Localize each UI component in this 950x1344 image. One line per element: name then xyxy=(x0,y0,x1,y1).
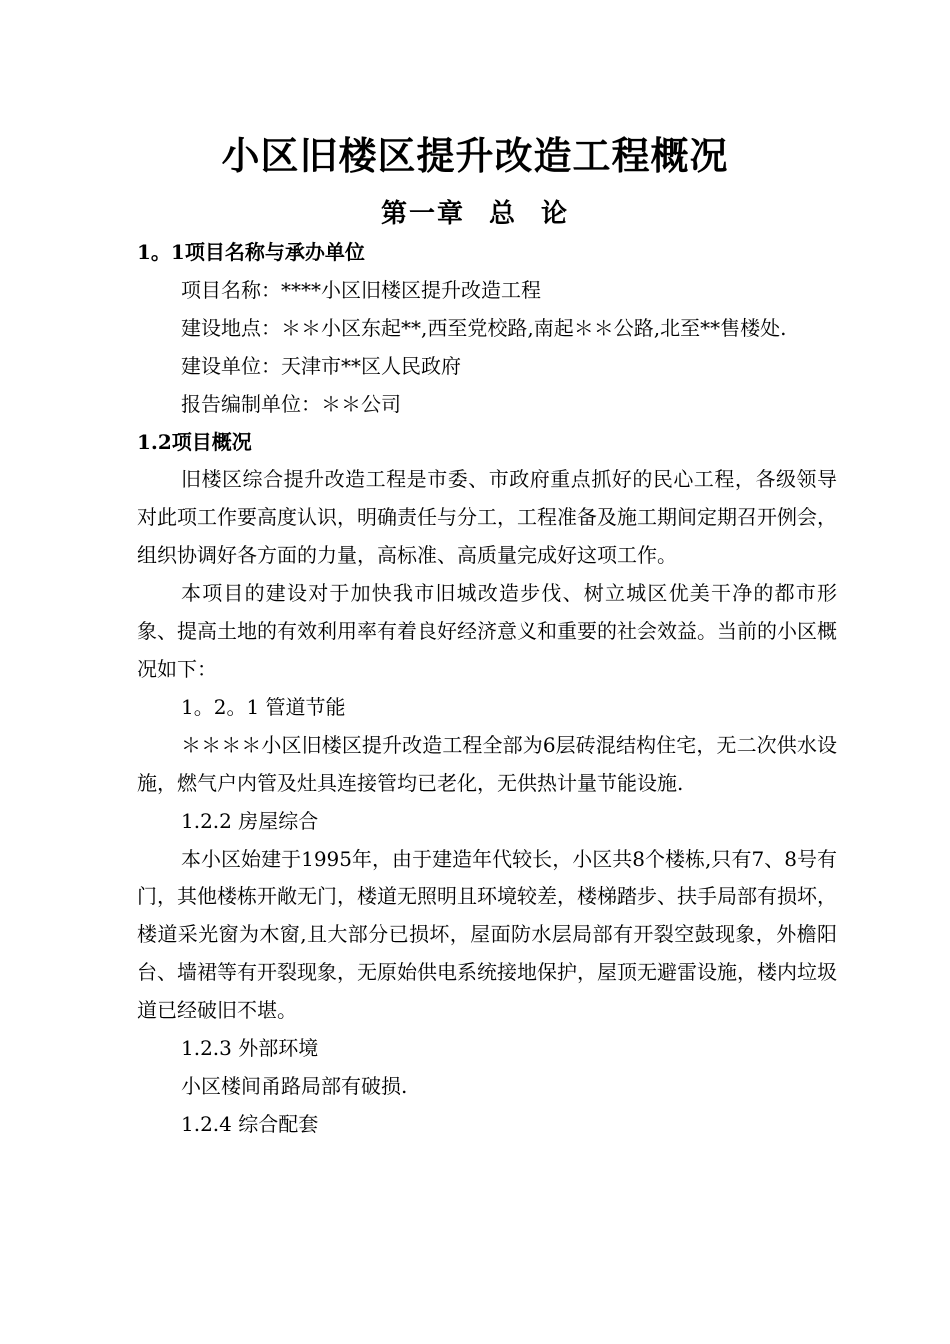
report-unit: 报告编制单位：＊＊公司 xyxy=(181,391,401,416)
overview-paragraph-1: 旧楼区综合提升改造工程是市委、市政府重点抓好的民心工程，各级领导对此项工作要高度认识，明确责任与分工，工程准备及施工期间定期召开例会，组织协调好各方面的力量，高标准、高质量完成好这项工作。 xyxy=(137,467,837,568)
overview-paragraph-2: 本项目的建设对于加快我市旧城改造步伐、树立城区优美干净的都市形象、提高土地的有效利用率有着良好经济意义和重要的社会效益。当前的小区概况如下： xyxy=(137,581,837,681)
subsection-text-1-2-1: ＊＊＊＊小区旧楼区提升改造工程全部为6层砖混结构住宅，无二次供水设施，燃气户内管及灶具连接管均已老化，无供热计量节能设施. xyxy=(137,732,837,795)
chapter-word-1: 总 xyxy=(488,199,517,229)
subsection-heading-1-2-3: 1.2.3 外部环境 xyxy=(181,1036,319,1061)
subsection-heading-1-2-2: 1.2.2 房屋综合 xyxy=(181,808,319,833)
document-title: 小区旧楼区提升改造工程概况 xyxy=(221,133,729,178)
chapter-heading xyxy=(0,192,950,236)
chapter-label: 第一章 xyxy=(380,199,465,229)
subsection-heading-1-2-4: 1.2.4 综合配套 xyxy=(181,1111,319,1136)
section-heading-1-1: 1。1项目名称与承办单位 xyxy=(137,240,365,264)
subsection-text-1-2-2: 本小区始建于1995年，由于建造年代较长，小区共8个楼栋,只有7、8号有门，其他楼栋开敞无门，楼道无照明且环境较差，楼梯踏步、扶手局部有损坏，楼道采光窗为木窗,且大部分已损坏，屋面防水层局部有开裂空鼓现象，外檐阳台、墙裙等有开裂现象，无原始供电系统接地保护，屋顶无避雷设施，楼内垃圾道已经破旧不堪。 xyxy=(137,846,837,1023)
project-name: 项目名称：****小区旧楼区提升改造工程 xyxy=(181,277,541,302)
document-body xyxy=(137,234,837,1144)
section-heading-1-2: 1.2项目概况 xyxy=(137,429,252,454)
chapter-word-2: 论 xyxy=(541,199,570,229)
subsection-text-1-2-3: 小区楼间甬路局部有破损. xyxy=(181,1073,408,1098)
project-location: 建设地点：＊＊小区东起**,西至党校路,南起＊＊公路,北至**售楼处. xyxy=(181,315,787,340)
construction-unit: 建设单位：天津市**区人民政府 xyxy=(181,353,461,378)
subsection-heading-1-2-1: 1。2。1 管道节能 xyxy=(181,694,346,719)
